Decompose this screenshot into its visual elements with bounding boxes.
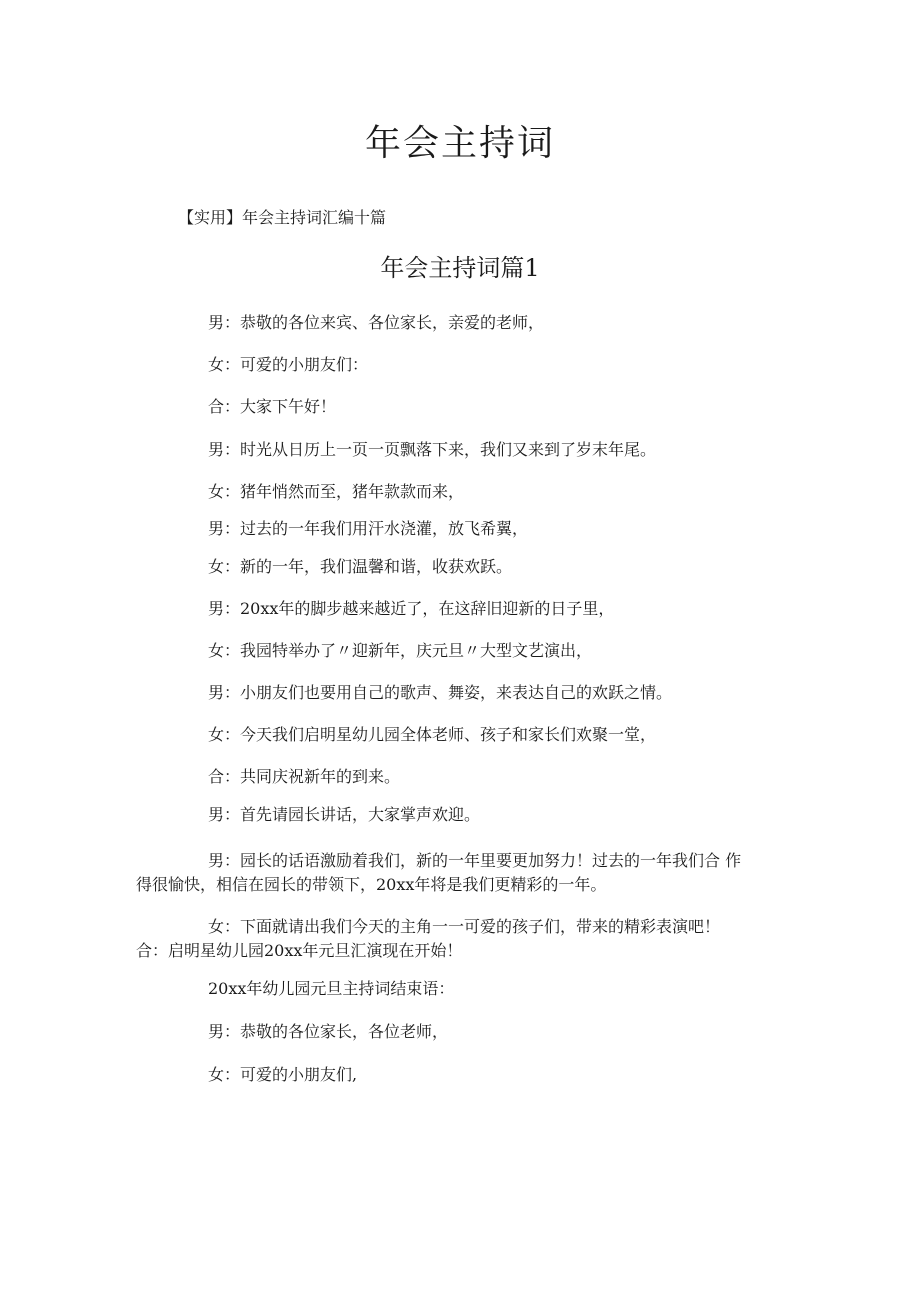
script-line: 男：20xx年的脚步越来越近了，在这辞旧迎新的日子里， [208,599,615,618]
script-line: 男：小朋友们也要用自己的歌声、舞姿，来表达自己的欢跃之情。 [208,683,673,702]
script-line: 女：猪年悄然而至，猪年款款而来， [208,482,465,501]
script-line: 女：我园特举办了〃迎新年，庆元旦〃大型文艺演出， [208,641,593,660]
children-paragraph-line2: 合：启明星幼儿园20xx年元旦汇演现在开始！ [136,941,463,960]
closing-line: 男：恭敬的各位家长，各位老师， [208,1022,449,1041]
script-line: 合：共同庆祝新年的到来。 [208,767,401,786]
script-line: 女：今天我们启明星幼儿园全体老师、孩子和家长们欢聚一堂， [208,725,657,744]
script-line: 合：大家下午好！ [208,397,337,416]
document-title: 年会主持词 [364,123,555,164]
children-paragraph-line1: 女：下面就请出我们今天的主角一一可爱的孩子们，带来的精彩表演吧！ [208,917,721,936]
principal-paragraph-line1: 男：园长的话语激励着我们，新的一年里要更加努力！过去的一年我们合 作 [208,851,742,870]
script-line: 男：恭敬的各位来宾、各位家长，亲爱的老师， [208,313,545,332]
section-heading: 年会主持词篇1 [380,254,540,282]
script-line: 男：过去的一年我们用汗水浇灌，放飞希翼， [208,519,529,538]
closing-heading: 20xx年幼儿园元旦主持词结束语： [208,979,455,998]
document-subtitle: 【实用】年会主持词汇编十篇 [178,208,387,227]
script-line: 男：首先请园长讲话，大家掌声欢迎。 [208,805,481,824]
script-line: 女：新的一年，我们温馨和谐，收获欢跃。 [208,557,513,576]
script-line: 男：时光从日历上一页一页飘落下来，我们又来到了岁末年尾。 [208,440,657,459]
script-line: 女：可爱的小朋友们： [208,355,369,374]
principal-paragraph-line2: 得很愉快，相信在园长的带领下，20xx年将是我们更精彩的一年。 [136,875,607,894]
closing-line: 女：可爱的小朋友们, [208,1065,358,1084]
